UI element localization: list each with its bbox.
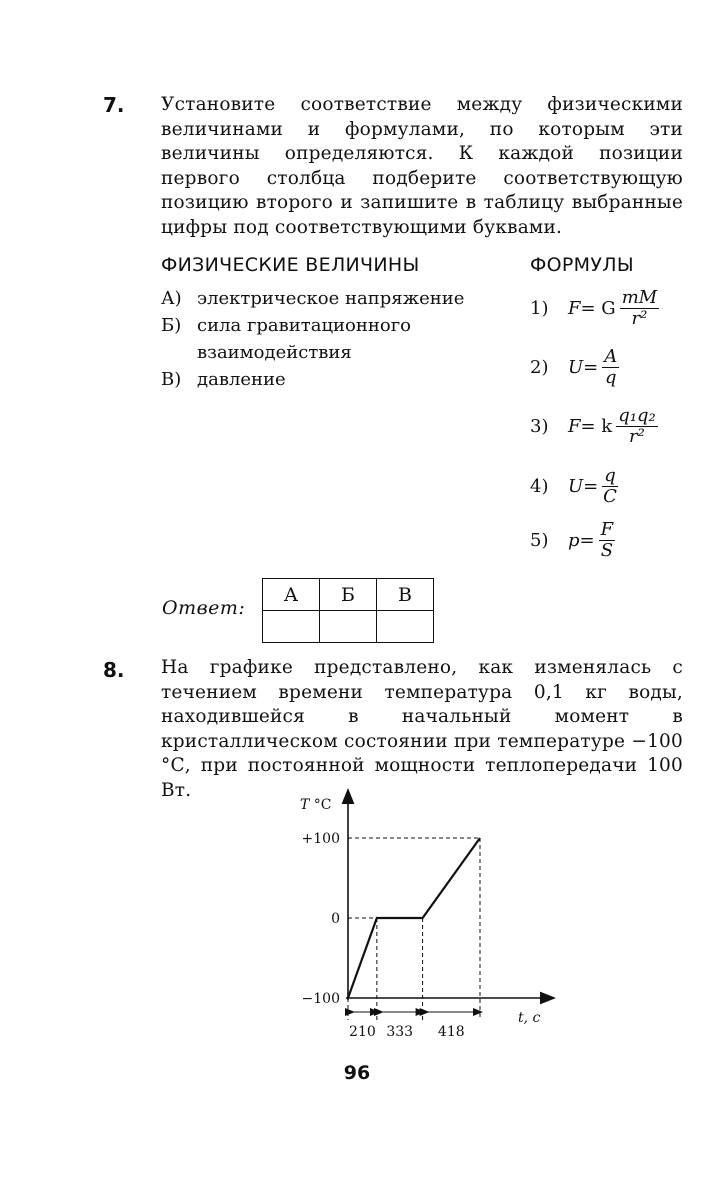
formula-lhs: F (568, 298, 581, 319)
denominator: S (600, 540, 614, 561)
quantities-header: ФИЗИЧЕСКИЕ ВЕЛИЧИНЫ (161, 254, 420, 276)
formula-5 (530, 520, 615, 561)
formula-number: 4) (530, 476, 549, 497)
denominator: q (605, 367, 617, 388)
formula-number: 2) (530, 357, 549, 378)
x-interval-label: 210 (349, 1024, 376, 1040)
quantity-text: электрическое напряжение (197, 288, 465, 309)
formula-lhs: U (568, 357, 584, 378)
formula-operator: = G (580, 298, 616, 319)
x-axis-label: t, с (518, 1010, 541, 1026)
quantity-a (161, 286, 464, 312)
y-axis-label: T °C (300, 797, 332, 813)
quantity-label: В) (161, 369, 182, 390)
formula-operator: = (579, 530, 595, 551)
formula-lhs: F (568, 416, 581, 437)
denominator: C (603, 486, 617, 507)
quantity-text: сила гравитационного (197, 315, 411, 336)
formula-4 (530, 466, 618, 507)
formula-operator: = (583, 357, 599, 378)
y-tick-label: 0 (331, 911, 340, 927)
formula-lhs: U (568, 476, 584, 497)
quantity-b-continued (161, 340, 352, 366)
answer-cell-c[interactable] (377, 611, 434, 643)
task-8-text: На графике представлено, как изменялась с течением времени температура 0,1 кг воды, находившейся в начальный момент в кристаллическом состоянии при температуре −100 °С, при постоянной мощности теплопередачи 100 Вт. (161, 657, 683, 801)
formula-operator: = (583, 476, 599, 497)
x-interval-label: 418 (437, 1024, 465, 1040)
numerator: A (604, 346, 618, 367)
answer-column-b: Б (320, 579, 377, 611)
formula-lhs: p (568, 530, 580, 551)
answer-cell-a[interactable] (263, 611, 320, 643)
formula-fraction (620, 288, 660, 329)
page-number: 96 (343, 1062, 371, 1084)
quantity-label: Б) (161, 315, 182, 336)
formula-operator: = k (580, 416, 613, 437)
quantity-label: А) (161, 288, 182, 309)
temperature-series-line (348, 838, 480, 998)
quantity-text: давление (197, 369, 286, 390)
formula-fraction (602, 466, 618, 507)
numerator: q (604, 465, 616, 486)
quantity-b (161, 313, 411, 339)
formula-number: 1) (530, 298, 549, 319)
x-interval-label: 333 (386, 1024, 414, 1040)
quantity-c (161, 367, 286, 393)
denominator: r² (629, 426, 645, 447)
formula-number: 5) (530, 530, 549, 551)
answer-column-a: А (263, 579, 320, 611)
formula-fraction (616, 406, 657, 447)
numerator: q₁q₂ (618, 405, 656, 426)
task-8-number: 8. (103, 658, 125, 682)
numerator: mM (621, 287, 658, 308)
task-7-text: Установите соответствие между физическими величинами и формулами, по которым эти величины определяются. К каждой позиции первого столбца подберите соответствующую позицию второго и запишите в таблицу выбранные цифры под соответствующими буквами. (161, 94, 683, 238)
answer-cell-b[interactable] (320, 611, 377, 643)
formula-number: 3) (530, 416, 549, 437)
formula-2 (530, 347, 619, 388)
formula-fraction (602, 347, 619, 388)
answer-table (262, 578, 434, 643)
answer-column-c: В (377, 579, 434, 611)
denominator: r² (631, 308, 648, 329)
formula-3 (530, 406, 658, 447)
answer-label: Ответ: (162, 597, 246, 619)
formula-fraction (599, 520, 616, 561)
task-7-number: 7. (103, 93, 125, 117)
numerator: F (600, 519, 614, 540)
y-tick-label: +100 (301, 831, 340, 847)
y-tick-label: −100 (301, 991, 340, 1007)
quantity-text: взаимодействия (197, 342, 352, 363)
formula-1 (530, 288, 659, 329)
formulas-header: ФОРМУЛЫ (530, 254, 634, 276)
